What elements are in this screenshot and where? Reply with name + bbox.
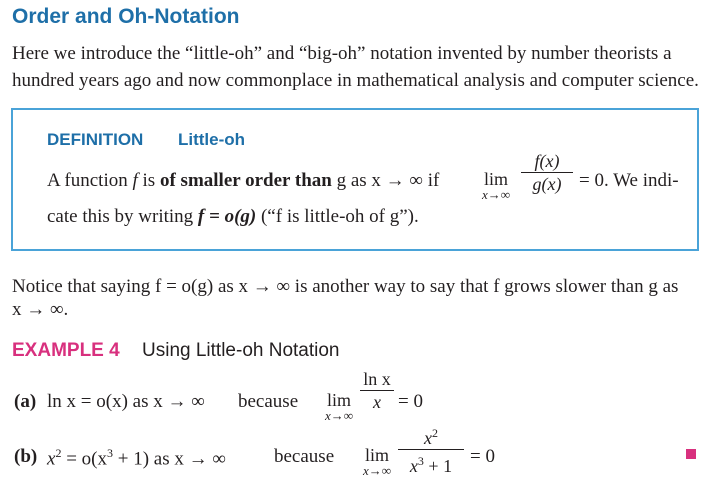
definition-line-1: [47, 170, 439, 192]
fraction-numerator: f(x): [534, 151, 560, 171]
example-a-tag: (a): [14, 391, 37, 412]
fraction-denominator: x: [373, 392, 381, 412]
definition-box: [11, 108, 699, 251]
example-a-because: because: [238, 391, 299, 412]
definition-label: DEFINITION: [47, 130, 144, 149]
example-b-result: = 0: [470, 446, 495, 467]
example-a-statement: ln x = o(x) as x → ∞: [47, 391, 205, 412]
lim-subscript: x→∞: [481, 187, 511, 202]
intro-paragraph-line-2: hundred years ago and now commonplace in mathematical analysis and computer science.: [12, 70, 699, 91]
lim-word: lim: [326, 390, 351, 410]
example-title: Using Little-oh Notation: [142, 340, 340, 361]
definition-title: Little-oh: [178, 130, 246, 149]
definition-text-a: A function: [47, 170, 133, 191]
lim-subscript: x→∞: [362, 463, 392, 478]
definition-bold-phrase: of smaller order than: [159, 170, 332, 191]
example-label: EXAMPLE 4: [12, 340, 120, 361]
fraction-numerator: $x^2$: [424, 426, 438, 448]
definition-line-1-end: = 0. We indi-: [579, 170, 679, 191]
lim-subscript: x→∞: [324, 408, 354, 423]
example-a-result: = 0: [398, 391, 423, 412]
definition-fraction: [521, 150, 573, 195]
definition-text-d: cate this by writing: [47, 206, 198, 227]
fraction-numerator: ln x: [363, 369, 391, 389]
definition-limit: [471, 170, 521, 202]
example-b-limit: [352, 446, 402, 478]
lim-word: lim: [364, 445, 389, 465]
definition-f: f: [132, 170, 138, 191]
end-of-example-icon: [686, 449, 696, 459]
example-b-statement: $x^2 = o(x^3 + 1)$ as x → ∞: [47, 446, 226, 470]
definition-formula: f = o(g): [197, 206, 257, 227]
intro-paragraph-line-1: Here we introduce the “little-oh” and “big-oh” notation invented by number theorists a: [12, 43, 672, 64]
notice-line-2: x → ∞.: [12, 299, 69, 320]
definition-text-b: is: [137, 170, 160, 191]
notice-line-1: Notice that saying f = o(g) as x → ∞ is another way to say that f grows slower than g as: [12, 276, 679, 297]
definition-text-e: (“f is little-oh of g”).: [256, 206, 419, 227]
definition-text-c: g as x → ∞ if: [331, 170, 440, 191]
example-a-fraction: [360, 368, 394, 413]
example-b-fraction: [398, 422, 464, 477]
fraction-denominator: g(x): [532, 174, 562, 194]
definition-line-2: [47, 206, 419, 228]
section-title: Order and Oh-Notation: [12, 5, 240, 28]
example-b-because: because: [274, 446, 335, 467]
example-b-tag: (b): [14, 446, 38, 467]
lim-word: lim: [483, 169, 508, 189]
fraction-denominator: $x^3 + 1$: [409, 454, 453, 476]
example-a-limit: [314, 391, 364, 423]
